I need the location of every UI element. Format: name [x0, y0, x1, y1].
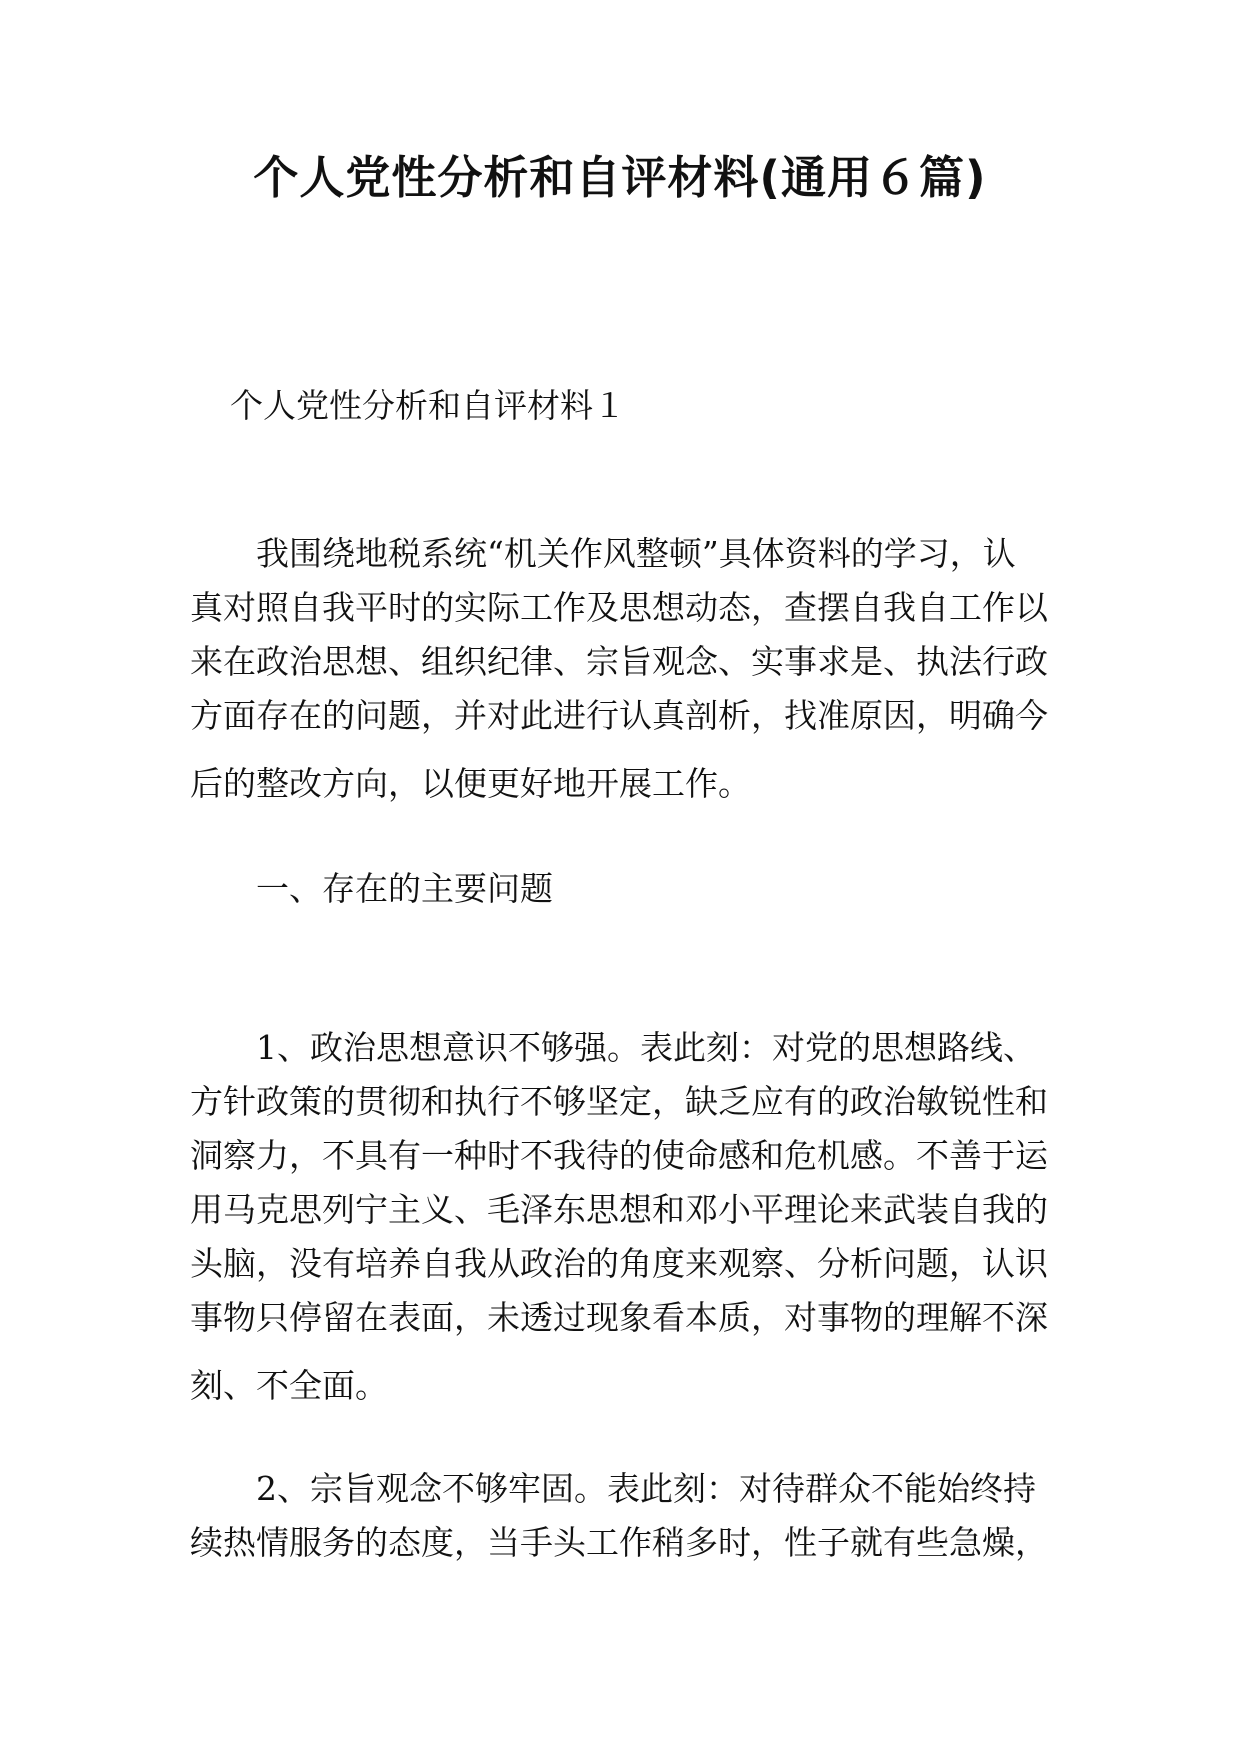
intro-paragraph [190, 527, 1052, 819]
item2-line-2: 续热情服务的态度，当手头工作稍多时，性子就有些急燥， [190, 1523, 1048, 1562]
item1-line-6: 事物只停留在表面，未透过现象看本质，对事物的理解不深 [190, 1298, 1048, 1337]
intro-line-5: 后的整改方向，以便更好地开展工作。 [190, 764, 751, 803]
item1-line-1: 1、政治思想意识不够强。表此刻：对党的思想路线、 [256, 1028, 1036, 1067]
item2-paragraph [190, 1462, 1052, 1570]
item1-line-5: 头脑，没有培养自我从政治的角度来观察、分析问题，认识 [190, 1244, 1048, 1283]
intro-line-2: 真对照自我平时的实际工作及思想动态，查摆自我自工作以 [190, 588, 1048, 627]
section-title: 个人党性分析和自评材料１ [230, 386, 626, 425]
part-heading: 一、存在的主要问题 [256, 869, 553, 908]
document-title: 个人党性分析和自评材料(通用６篇) [253, 151, 987, 204]
intro-line-1: 我围绕地税系统“机关作风整顿”具体资料的学习，认 [256, 534, 1016, 573]
intro-line-3: 来在政治思想、组织纪律、宗旨观念、实事求是、执法行政 [190, 642, 1048, 681]
item1-line-3: 洞察力，不具有一种时不我待的使命感和危机感。不善于运 [190, 1136, 1048, 1175]
item2-line-1: 2、宗旨观念不够牢固。表此刻：对待群众不能始终持 [256, 1469, 1036, 1508]
intro-line-4: 方面存在的问题，并对此进行认真剖析，找准原因，明确今 [190, 696, 1048, 735]
item1-paragraph [190, 1021, 1052, 1421]
item1-line-4: 用马克思列宁主义、毛泽东思想和邓小平理论来武装自我的 [190, 1190, 1048, 1229]
item1-line-2: 方针政策的贯彻和执行不够坚定，缺乏应有的政治敏锐性和 [190, 1082, 1048, 1121]
item1-line-7: 刻、不全面。 [190, 1366, 388, 1405]
